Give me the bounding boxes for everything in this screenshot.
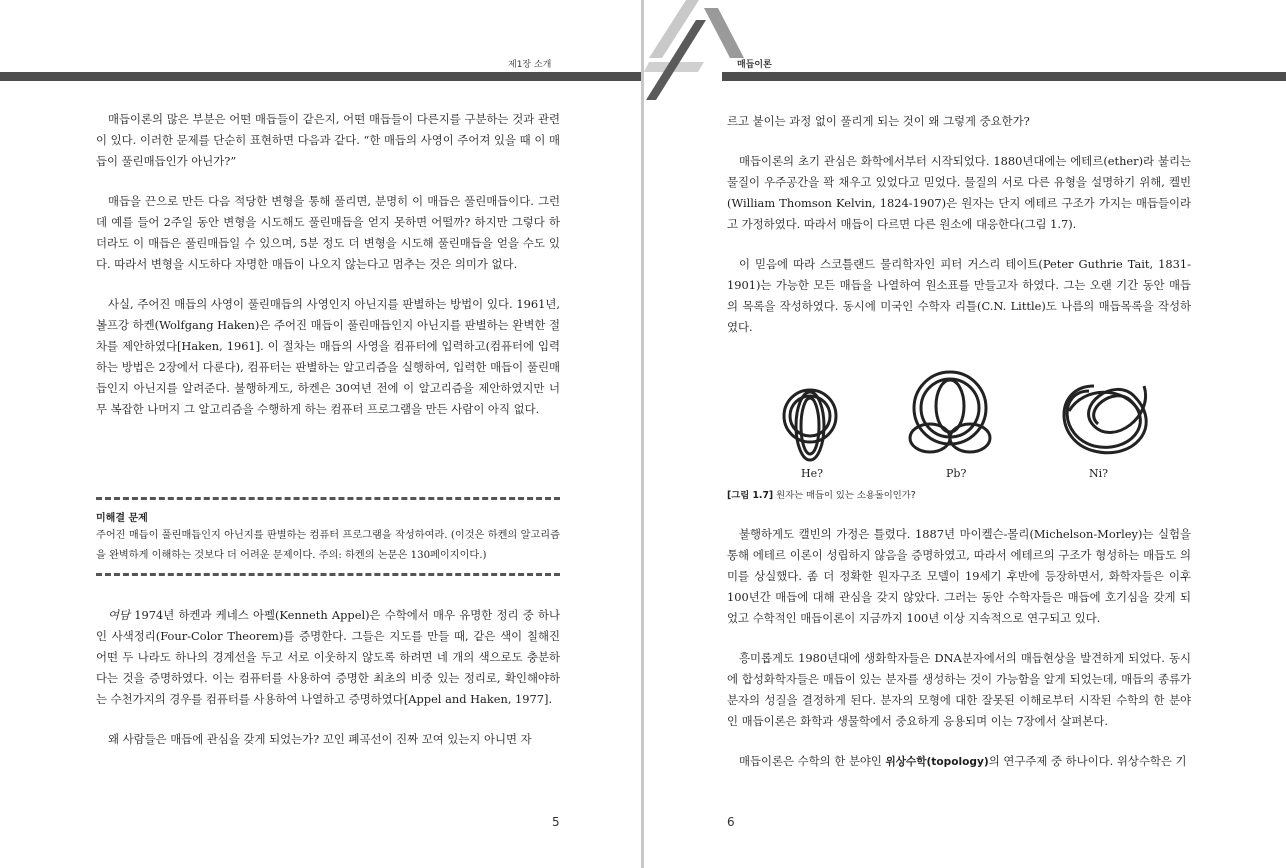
chapter-header: 제1장 소개: [508, 60, 552, 70]
figure-caption: [727, 487, 916, 501]
knot-pb-icon: [910, 372, 990, 452]
header-bar: [722, 72, 1286, 81]
page-number: 6: [727, 815, 735, 829]
aside-text: 1974년 하켄과 케네스 아펠(Kenneth Appel)은 수학에서 매우 유명한 정리 중 하나인 사색정리(Four-Color Theorem)를 증명한다. 그들은 지도를 만들 때, 같은 색이 칠해진 어떤 두 나라도 하나의 경계선을 두고 서로 이웃하지 않도록 하려면 네 개의 색으로도 충분하다는 것을 증명하였다. 이는 컴퓨터를 사용하여 증명한 최초의 비중 있는 정리로, 확인해야하는 수천가지의 경우를 컴퓨터를 사용하여 나열하고 증명하였다[Appel and Haken, 1977].: [96, 608, 560, 706]
paragraph: 사실, 주어진 매듭의 사영이 풀린매듭의 사영인지 아닌지를 판별하는 방법이 있다. 1961년, 볼프강 하켄(Wolfgang Haken)은 주어진 매듭이 풀린매듭인지 아닌지를 판별하는 완벽한 절차를 제안하였다[Haken, 1961]. 이 절차는 매듭의 사영을 컴퓨터에 입력하고(컴퓨터에 입력하는 방법은 2장에서 다룬다), 컴퓨터는 판별하는 알고리즘을 실행하여, 입력한 매듭이 풀린매듭인지 아닌지를 알려준다. 불행하게도, 하켄은 30여년 전에 이 알고리즘을 제안하였지만 너무 복잡한 나머지 그 알고리즘을 수행하게 하는 컴퓨터 프로그램을 만든 사람이 아직 없다.: [96, 297, 560, 416]
right-column-bottom: [727, 524, 1191, 773]
open-problem-title: 미해결 문제: [96, 513, 148, 524]
paragraph: [727, 751, 1191, 773]
dashed-divider: [96, 573, 560, 576]
aside-lead: 여담: [108, 608, 131, 622]
paragraph: 왜 사람들은 매듭에 관심을 갖게 되었는가? 꼬인 폐곡선이 진짜 꼬여 있는지 아니면 자: [108, 732, 532, 746]
knot-he-icon: [784, 390, 836, 460]
text-run: 의 연구주제 중 하나이다. 위상수학은 기: [988, 754, 1187, 768]
chapter-logo-icon: [644, 0, 754, 110]
paragraph: 흥미롭게도 1980년대에 생화학자들은 DNA분자에서의 매듭현상을 발견하게 되었다. 동시에 합성화학자들은 매듭이 있는 분자를 생성하는 것이 가능함을 알게 되었는데, 매듭의 종류가 분자의 성질을 결정하게 된다. 분자의 모형에 대한 잘못된 이해로부터 시작된 수학의 한 분야인 매듭이론은 화학과 생물학에서 중요하게 응용되며 이는 7장에서 살펴본다.: [727, 651, 1191, 728]
book-header: 매듭이론: [737, 60, 772, 70]
dashed-divider: [96, 497, 560, 500]
right-column-top: [727, 111, 1191, 338]
knot-ni-icon: [1064, 386, 1146, 453]
paragraph: 매듭이론의 많은 부분은 어떤 매듭들이 같은지, 어떤 매듭들이 다른지를 구분하는 것과 관련이 있다. 이러한 문제를 단순히 표현하면 다음과 같다. “한 매듭의 사영이 주어져 있을 때 이 매듭이 풀린매듭인가 아닌가?”: [96, 112, 560, 168]
page-number: 5: [552, 815, 560, 829]
caption-label: [그림 1.7]: [727, 490, 774, 501]
left-column-top: [96, 109, 560, 420]
text-run: 매듭이론은 수학의 한 분야인: [739, 754, 886, 768]
aside-paragraph: [96, 605, 560, 710]
topology-term: 위상수학(topology): [885, 756, 989, 768]
open-problem-box: [96, 497, 560, 579]
figure-label-pb: Pb?: [946, 467, 967, 480]
paragraph: 르고 붙이는 과정 없이 풀리게 되는 것이 왜 그렇게 중요한가?: [727, 114, 1030, 128]
figure-label-ni: Ni?: [1089, 467, 1109, 480]
left-column-bottom: [96, 605, 560, 750]
header-bar: [0, 72, 641, 81]
paragraph: 불행하게도 캘빈의 가정은 틀렸다. 1887년 마이켈슨-몰리(Michelson-Morley)는 실험을 통해 에테르 이론이 성립하지 않음을 증명하였고, 따라서 에테르의 구조가 형성하는 매듭도 의미를 상실했다. 좀 더 정확한 원자구조 모델이 19세기 후반에 등장하면서, 화학자들은 이후 100년간 매듭에 대해 관심을 갖지 않았다. 그러는 동안 수학자들은 매듭에 호기심을 갖게 되었고 수학적인 매듭이론이 지금까지 100년 이상 지속적으로 연구되고 있다.: [727, 527, 1191, 625]
paragraph: 이 믿음에 따라 스코틀랜드 물리학자인 피터 거스리 테이트(Peter Guthrie Tait, 1831-1901)는 가능한 모든 매듭을 나열하여 원소표를 만들고자 하였다. 그는 오랜 기간 동안 매듭의 목록을 작성하였다. 동시에 미국인 수학자 리틀(C.N. Little)도 나름의 매듭목록을 작성하였다.: [727, 257, 1191, 334]
open-problem-text: 주어진 매듭이 풀린매듭인지 아닌지를 판별하는 컴퓨터 프로그램을 작성하여라. (이것은 하켄의 알고리즘을 완벽하게 이해하는 것보다 더 어려운 문제이다. 주의: 하켄의 논문은 130페이지이다.): [96, 530, 560, 561]
figure-label-he: He?: [801, 467, 823, 480]
left-page: [0, 0, 641, 868]
paragraph: 매듭을 끈으로 만든 다음 적당한 변형을 통해 풀리면, 분명히 이 매듭은 풀린매듭이다. 그런데 예를 들어 2주일 동안 변형을 시도해도 풀린매듭을 얻지 못하면 어떨까? 하지만 그렇다 하더라도 이 매듭은 풀린매듭일 수 있으며, 5분 정도 더 변형을 시도해 풀린매듭을 얻을 수도 있다. 따라서 변형을 시도하다 자명한 매듭이 나오지 않는다고 멈추는 것은 의미가 없다.: [96, 194, 560, 271]
right-page: [644, 0, 1286, 868]
paragraph: 매듭이론의 초기 관심은 화학에서부터 시작되었다. 1880년대에는 에테르(ether)라 불리는 물질이 우주공간을 꽉 채우고 있었다고 믿었다. 물질의 서로 다른 유형을 설명하기 위해, 켈빈(William Thomson Kelvin, 1824-1907)은 원자는 단지 에테르 구조가 가지는 매듭들이라고 가정하였다. 따라서 매듭이 다르면 다른 원소에 대응한다(그림 1.7).: [727, 154, 1191, 231]
caption-text: 원자는 매듭이 있는 소용돌이인가?: [773, 490, 916, 501]
